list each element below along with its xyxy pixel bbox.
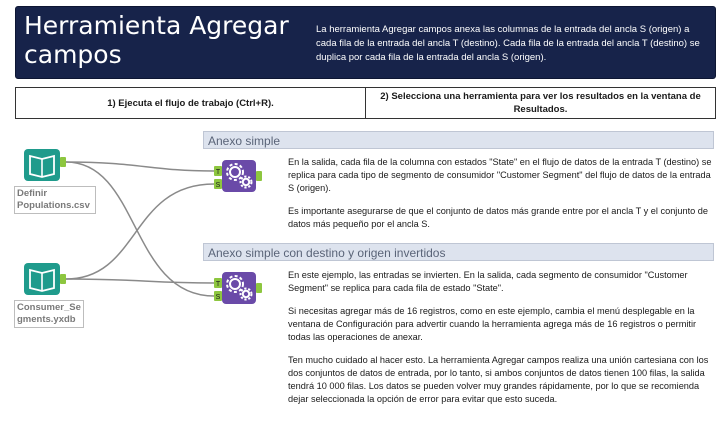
paragraph: Ten mucho cuidado al hacer esto. La herramienta Agregar campos realiza una unión cartesiana con los dos conjuntos de datos de entrada, por lo tanto, si ambos conjuntos de datos tienen 100 filas, la salida tendrá 10 000 filas. Los datos se pueden volver muy grandes rápidamente, por lo que se recomienda dejar seleccionada la opción de error para evitar que esto suceda. xyxy=(288,355,709,404)
section-body-inverted-append xyxy=(288,269,714,416)
connection-input2-to-append2-t xyxy=(66,279,214,283)
output-anchor xyxy=(60,274,66,284)
section-title-inverted-append: Anexo simple con destino y origen invertidos xyxy=(203,243,714,261)
output-anchor xyxy=(256,171,262,181)
paragraph: En este ejemplo, las entradas se invierten. En la salida, cada segmento de consumidor "Customer Segment" se replica para cada fila de estado "State". xyxy=(288,270,688,293)
input-data-tool-2[interactable] xyxy=(24,263,66,295)
input-data-tool-1[interactable] xyxy=(24,149,66,181)
input1-label: Definir Populations.csv xyxy=(14,186,96,214)
paragraph: Es importante asegurarse de que el conjunto de datos más grande entre por el ancla T y el conjunto de datos más pequeño por el ancla S. xyxy=(288,206,709,229)
svg-text:T: T xyxy=(215,169,221,176)
svg-text:S: S xyxy=(215,182,221,189)
append-fields-tool-2[interactable] xyxy=(214,272,262,304)
output-anchor xyxy=(60,157,66,167)
svg-text:S: S xyxy=(215,294,221,301)
append-fields-tool-1[interactable] xyxy=(214,160,262,192)
page-title: Herramienta Agregar campos xyxy=(24,11,289,69)
header-description: La herramienta Agregar campos anexa las columnas de la entrada del ancla S (origen) a cada fila de la entrada del ancla T (destino). Cada fila de la entrada del ancla T (destino) se duplica por cada fila de la entrada del ancla S (origen). xyxy=(316,24,700,63)
step-select-tool: 2) Selecciona una herramienta para ver los resultados en la ventana de Resultados. xyxy=(365,88,715,118)
input2-label: Consumer_Segments.yxdb xyxy=(14,300,84,328)
step-run-workflow: 1) Ejecuta el flujo de trabajo (Ctrl+R). xyxy=(107,97,274,109)
paragraph: En la salida, cada fila de la columna con estados "State" en el flujo de datos de la entrada T (destino) se replica para cada tipo de segmento de consumidor "Customer Segment" del flujo de datos de la entrada S (origen). xyxy=(288,157,712,193)
section-title-simple-append: Anexo simple xyxy=(203,131,714,149)
section-body-simple-append xyxy=(288,156,714,241)
paragraph: Si necesitas agregar más de 16 registros, como en este ejemplo, cambia el menú desplegable en la ventana de Configuración para advertir cuando la herramienta agrega más de 16 registros o permitir todas las operaciones de anexar. xyxy=(288,306,697,342)
svg-text:T: T xyxy=(215,281,221,288)
output-anchor xyxy=(256,283,262,293)
